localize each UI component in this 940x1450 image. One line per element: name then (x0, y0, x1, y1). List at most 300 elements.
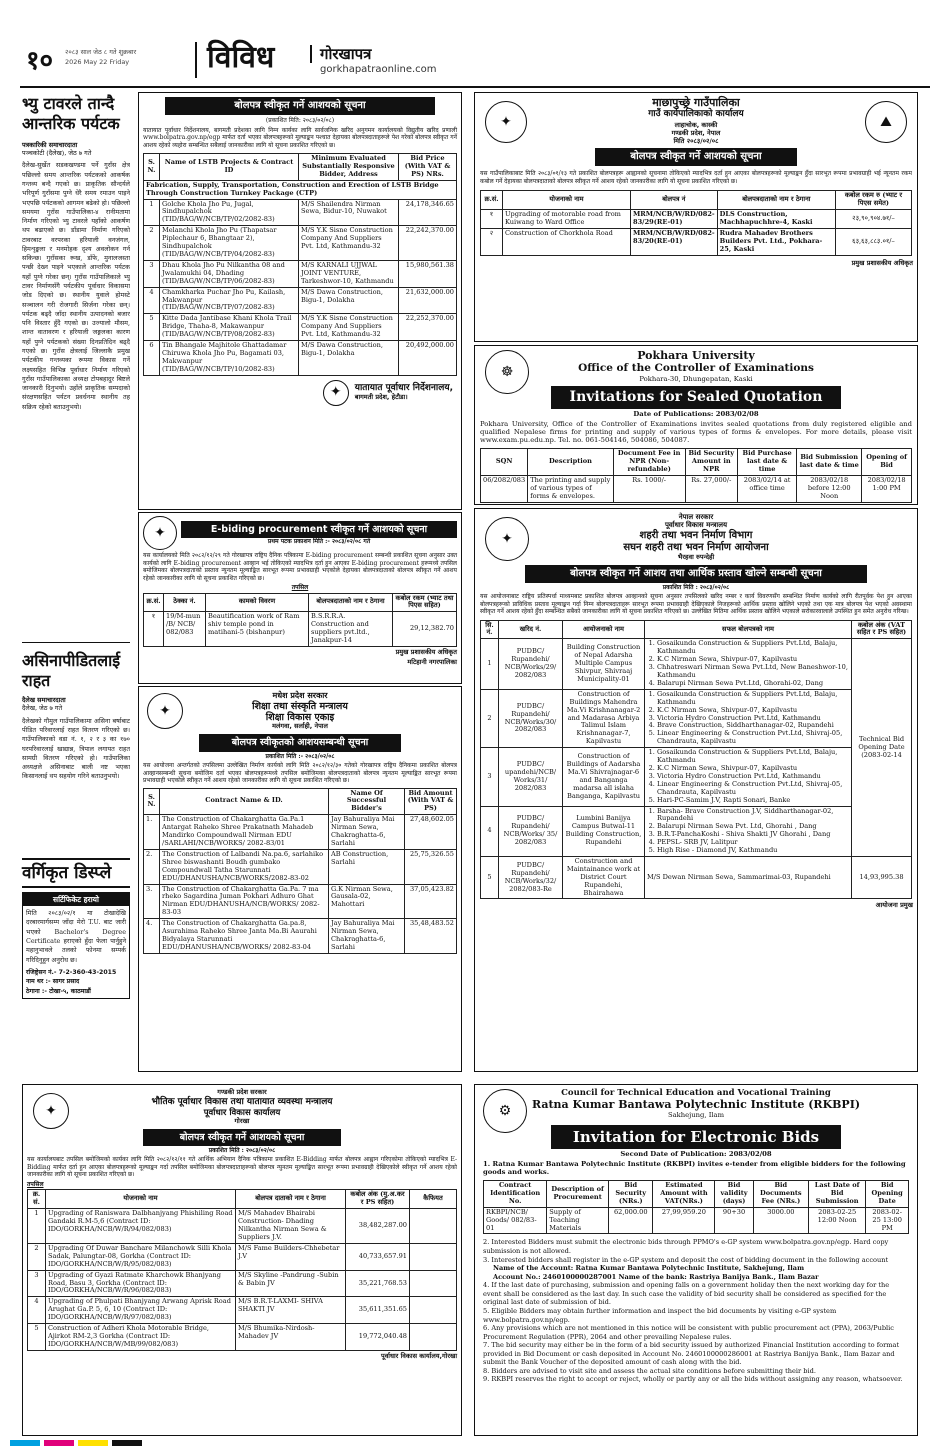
col-header: क्र.सं. (144, 593, 164, 612)
news-byline: पत्रकारिकी समाचारदाता (22, 141, 78, 149)
cell-contract: The Construction of Chakarghatta Ga.Pa. 7 ma rheko Sagardina Juman Pokhari Adhuro Ghat Nirman EDU/DHANUSHA/NCB/WORKS/ 2082-83-03 (160, 884, 329, 919)
cell-bidder: M/S Mahadev Bhairabi Construction- Dhading Nilkantha Nirman Sewa & Suppliers J.V. (236, 1209, 346, 1244)
table-row (28, 1209, 457, 1244)
cell-sn: 3 (144, 260, 160, 287)
nepal-emblem-icon: ✦ (485, 517, 529, 561)
publication-date: प्रकाशित मिति : २०८३/०२/०८ (662, 583, 730, 591)
publication-date: (प्रकाशित मिति: २०८३/०२/०८) (265, 117, 335, 124)
tapsil-label: तपसिल (291, 584, 309, 591)
lost-body: मिति २०८३/०२/१ मा टोखादेखि दरबारमार्गसम्म जाँदा मेरो T.U. बाट जारी भएको Bachelor's Degree Certificate हराएको हुँदा फेला पार्नुहुने महानुभावले तलको फोनमा सम्पर्क गरिदिनुहुन अनुरोध छ। (26, 909, 126, 964)
col-header: सि. नं. (481, 620, 499, 639)
publication-date: प्रकाशित मिति :- २०८३/०२/०८ (265, 752, 335, 760)
cell-description: The printing and supply of various types of forms & envelopes. (528, 476, 614, 503)
org-unit: शिक्षा विकास एकाइ (265, 711, 335, 723)
magenta-swatch (44, 1440, 74, 1446)
cell-purchase-date: 2083/02/14 at office time (737, 476, 796, 503)
cell-amount: २३,९०,९०४.७१/– (836, 210, 912, 229)
notice-title: बोलपत्र स्वीकृत गर्ने आशयको सूचना (165, 97, 435, 115)
notice-body: Pokhara University, Office of the Controller of Examinations invites sealed quotations from duly registered eligible and qualified Nepalese firms for printing and supply of various types of forms & envelopes. For more details, please visit www.exam.pu.edu.np. Tel. no. 061-504146, 504086, 504087. (480, 419, 912, 445)
cell-project: Chamkharka Puchar Jho Pu, Kailash, Makwanpur (TID/BAG/W/NCB/TP/07/2082-83) (160, 287, 299, 314)
notice-footer: यातायात पूर्वाधार निर्देशनालय, (354, 383, 453, 394)
cell-submission-date: 2083/02/18 before 12:00 Noon (797, 476, 862, 503)
cell-bidder: M/S Bhumika-Nirdosh-Mahadev JV (236, 1324, 346, 1351)
award-table (480, 190, 912, 255)
cell-contract: The Construction of Lalbandi Na.pa.6, sarlahiko Shree biswashanti Boudh gumbako Compoundwall Tatha Starunnati EDU/DHANUSHA/NCB/WORKS/2082-83-02 (160, 849, 329, 884)
cell-price: 20,492,000.00 (399, 341, 457, 376)
cell-sn: 3 (28, 1270, 46, 1297)
cell-bid-no: MRM/NCB/W/RD/082-83/29(RE-01) (631, 210, 718, 229)
notice-title: बोलपत्र स्वीकृत गर्ने आशयको सूचना (595, 148, 797, 166)
bidder-item: 1. Gosaikunda Construction & Suppliers Pvt.Ltd, Balaju, Kathmandu (657, 691, 849, 707)
table-row (481, 210, 912, 229)
table-row (144, 199, 457, 226)
divider (22, 642, 130, 643)
col-header: बोलपत्रदाताको नाम र ठेगाना (309, 593, 393, 612)
cell-contract-id: RKBPI/NCB/ Goods/ 082/83-01 (484, 1207, 547, 1234)
award-table (143, 788, 457, 954)
notice-body: यस आयोजनाबाट राष्ट्रिय प्रतिस्पर्धा माध्यमबाट प्रकाशित बोलपत्र आव्हानको सूचना अनुसार तपसिलको खरिद नम्बर र कार्य विवरणसँग सम्बन्धित निर्माण कार्यको लागि रीतपूर्वक पेश हुन आएका बोलपत्रहरूको प्राविधिक प्रस्ताव मूल्याङ्कन गर्दा निम्न बोलपत्रदाताहरू सारभूत रूपमा प्रभावग्राही देखिएकाले निजहरूको आर्थिक प्रस्ताव खोलिने भएको तथा एक मात्र बोलपत्र पेश भएको अवस्थामा स्वीकृत गर्ने आशय रहेको हुँदा सम्बन्धित सबैको जानकारीका लागि यो सूचना प्रकाशित गरिएको छ। उल्लेखित मितिमा आर्थिक प्रस्ताव खोलिने भएकाले सरोकारवालाले उपस्थित हुन समेत अनुरोध गरिन्छ। (480, 593, 912, 616)
col-header: Bid Amount (With VAT & PS) (405, 788, 457, 815)
org-name: मधेश प्रदेश सरकार (272, 691, 328, 700)
notice-title: बोलपत्र स्वीकृत गर्ने आशयको सूचना (143, 1129, 341, 1146)
col-header: कबोल अंक (VAT सहित र PS सहित) (852, 620, 912, 639)
cell-procurement-id: PUDBC/ upandehi/NCB/ Works/31/ 2082/083 (499, 748, 563, 806)
notice-point: 8. Bidders are advised to visit site and assess the actual site conditions before submitting their bid. (483, 1366, 816, 1375)
table-row (481, 476, 912, 503)
table-row (481, 229, 912, 256)
cell-description: Supply of Teaching Materials (547, 1207, 609, 1234)
col-header: कबोल रकम रु (भ्याट र पिएस समेत) (836, 191, 912, 210)
notice-title: Invitation for Electronic Bids (551, 1125, 841, 1149)
org-name: माछापुच्छ्रे गाउँपालिका (652, 96, 740, 109)
cell-bidder: M/S Y.K Sisne Construction Company And Suppliers Pvt. Ltd, Kathmandu-32 (299, 226, 399, 261)
cell-sn: 1 (28, 1209, 46, 1244)
cell-bidder: M/S KARNALI UJJWAL JOINT VENTURE, Tarkeshwor-10, Kathmandu (299, 260, 399, 287)
col-header: कबोल अंक (मु.अ.कर र PS सहित) (346, 1190, 410, 1209)
notice-footer: आयोजना प्रमुख (875, 901, 913, 910)
col-header: Bid Price (With VAT & PS) NRs. (399, 154, 457, 181)
cell-sn: 1 (481, 639, 499, 689)
col-header: Name Of Successful Bidder's (329, 788, 405, 815)
cell-sn: १ (144, 612, 164, 647)
cell-remarks (410, 1243, 457, 1270)
cell-amount: 19,772,040.48 (346, 1324, 410, 1351)
table-subheader: Fabrication, Supply, Transportation, Construction and Erection of LSTB Bridge Through Construction Turnkey Package (CTP) (144, 180, 457, 199)
notice-rkbpi-ebids (474, 1084, 918, 1436)
notice-footer: पूर्वाधार विकास कार्यालय,गोरखा (381, 1351, 457, 1360)
table-row (144, 612, 457, 647)
cell-bid-no: MRM/NCB/W/RD/082-83/20(RE-01) (631, 229, 718, 256)
lost-name: नाम थर :- सागर प्रसाद (26, 978, 80, 986)
award-table (27, 1189, 457, 1350)
cell-amount: 35,611,351.65 (346, 1297, 410, 1324)
col-header: Bid Submission last date & time (797, 449, 862, 476)
cell-estimate: 27,99,959.20 (653, 1207, 715, 1234)
col-header: Bid Security (NRs.) (609, 1181, 653, 1208)
bidder-item: 3. Victoria Hydro Construction Pvt.Ltd, Kathmandu (657, 715, 849, 723)
bidder-item: 1. Gosaikunda Construction & Suppliers Pvt.Ltd, Balaju, Kathmandu (657, 749, 849, 765)
cell-project: Upgrading of motorable road from Kuiwang to Ward Office (503, 210, 631, 229)
notice-gorkha-infrastructure (22, 1084, 462, 1436)
website-link[interactable]: gorkhapatraonline.com (320, 64, 437, 75)
nepal-emblem-icon: ✦ (33, 1093, 69, 1129)
col-header: सफल बोलपत्रको नाम (645, 620, 852, 639)
cyan-swatch (10, 1440, 40, 1446)
notice-body: यस गाउँपालिकाबाट मिति २०८३/०१/१३ गते प्रकाशित बोलपत्रहरू आह्वानको सूचनामा तोकिएको म्यादभित्र दर्ता हुन आएका बोलपत्रहरूको मूल्याङ्कन हुँदा सारभूत रूपमा प्रभावग्राही भई न्यूनतम रकम कबोल गर्ने देहायका बोलपत्रदाताको बोलपत्र स्वीकृत गर्ने आशय रहेको जानकारीका लागि यो सूचना प्रकाशित गरिएको छ। (480, 170, 912, 185)
notice-point: 2. Interested Bidders must submit the electronic bids through PPMO's e-GP system www.bolpatra.gov.np/egp. Hard copy submission is not allowed. (483, 1238, 889, 1255)
cell-procurement-id: PUDBC/ Rupandehi/ NCB/Works/30/ 2082/083 (499, 689, 563, 747)
cell-bidder-list (645, 639, 852, 689)
cell-remarks (410, 1297, 457, 1324)
cell-sn: 4 (28, 1297, 46, 1324)
cell-project: Construction of Chorkhola Road (503, 229, 631, 256)
cell-project: Dhau Khola Jho Pu Nilkantha 08 and Jwalamukhi 04, Dhading (TID/BAG/W/NCB/TP/06/2082-83) (160, 260, 299, 287)
cell-security: Rs. 27,000/- (685, 476, 737, 503)
col-header: कबोल रकम (भ्याट तथा पिएस सहित) (393, 593, 457, 612)
col-header: Bid Purchase last date & time (737, 449, 796, 476)
table-row (144, 226, 457, 261)
org-name: Pokhara University (637, 349, 755, 362)
news-byline: दैलेख समाचारदाता (22, 696, 66, 705)
cell-sn: 1. (144, 815, 160, 850)
cell-remarks (410, 1324, 457, 1351)
cell-fee: Rs. 1000/- (613, 476, 685, 503)
classified-header: वर्गिकृत डिस्प्ले (22, 858, 130, 888)
col-header: Description (528, 449, 614, 476)
bidder-item: 1. Barsha- Brave Construction J.V, Siddharthanagar-02, Rupandehi (657, 808, 849, 824)
print-color-bar (0, 1440, 940, 1448)
account-number: Account No.: 2460100000287001 Name of the bank: Rastriya Banijya Bank., Ilam Bazar (493, 1272, 819, 1281)
notice-pokhara-university (474, 345, 918, 505)
cell-sn: २ (481, 229, 503, 256)
notice-footer: प्रमुख प्रशासकीय अधिकृत (395, 647, 457, 656)
table-row (28, 1270, 457, 1297)
lost-address: ठेगाना :- टोखा-५, काठमाडौं (26, 987, 91, 995)
notice-footer: प्रमुख प्रशासकीय अधिकृत (851, 258, 913, 267)
cell-bidder-list (645, 748, 852, 806)
cell-security: 62,000.00 (609, 1207, 653, 1234)
col-header: बोलपत्रदाताको नाम र ठेगाना (717, 191, 835, 210)
notice-body: यस कार्यालयबाट तपसिल बमोजिमको कार्यका लागि मिति २०८२/१२/११ गते आर्थिक अभियान दैनिक पत्रिकामा प्रकाशित E-Bidding मार्फत बोलपत्र आह्वान गरिएकोमा तोकिएको म्यादभित्र E-Bidding मार्फत दर्ता हुन आएका बोलपत्रहरूको मूल्याङ्कन गर्दा तपसिल बमोजिमका बोलपत्रदाताहरूको बोलपत्र न्युनतम मूल्याङ्कित सारभूत रूपमा प्रभावग्राही देखिएकोले स्वीकृत गर्ने आशय रहेको जानकारीका लागि यो सूचना प्रकाशित गरिएको छ। (27, 1156, 457, 1179)
university-logo-icon: ☸ (485, 350, 529, 394)
col-header: Document Fee in NPR (Non-refundable) (613, 449, 685, 476)
notice-transport-directorate (138, 92, 462, 510)
bidder-item: M/S Dewan Nirman Sewa, Sammarimai-03, Rupandehi (647, 872, 831, 881)
col-header: Opening of Bid (862, 449, 912, 476)
col-header: Bid validity (days) (715, 1181, 753, 1208)
cell-sqn: 06/2082/083 (481, 476, 528, 503)
cell-validity: 90+30 (715, 1207, 753, 1234)
cell-price: 24,178,346.65 (399, 199, 457, 226)
bidder-item: 5. High Rise - Diamond JV, Kathmandu (657, 847, 849, 855)
cell-opening-date: 2083-02-25 13:00 PM (866, 1207, 909, 1234)
table-row (144, 260, 457, 287)
bidder-item: 2. K.C Nirman Sewa, Shivpur-07, Kapilvastu (657, 656, 849, 664)
col-header: Minimum Evaluated Substantially Responsive Bidder, Address (299, 154, 399, 181)
cell-sn: 4 (481, 806, 499, 856)
publication-date: Date of Publications: 2083/02/08 (633, 409, 759, 418)
notice-footer-2: बागमती प्रदेश, हेटौडा। (354, 393, 408, 402)
org-address: Pokhara-30, Dhungepatan, Kaski (639, 374, 753, 383)
cell-procurement-id: PUDBC/ Rupandehi/ NCB/Works/ 35/ 2082/083 (499, 806, 563, 856)
col-header: क्र.सं. (481, 191, 503, 210)
cell-sn: 2 (481, 689, 499, 747)
cell-bidder: Jay Bahuraliya Mai Nirman Sewa, Chakraghatta-6, Sarlahi (329, 919, 405, 954)
tapsil-label: तपसिल (27, 1180, 44, 1188)
cell-amount: 38,482,287.00 (346, 1209, 410, 1244)
cell-amount: ६३,६३,८८३.०१/– (836, 229, 912, 256)
notice-footer-2: मटिहानी नगरपालिका (407, 657, 457, 666)
cell-contract: 19/M-mun /B/ NCB/ 082/083 (164, 612, 206, 647)
table-row (481, 689, 912, 747)
account-name: Name of the Account: Ratna Kumar Bantawa Polytechnic Institute, Sakhejung, Ilam (493, 1264, 805, 1273)
notice-point: 7. The bid security may either be in the form of a bid security issued by authorized Financial Institution according to format provided in Bid Document or cash deposited in Account No. 2460100000286001 at Rastriya Banijya Bank., Ilam Bazar and submit the Bank Voucher of the deposited amount of cash along with the bid. (483, 1341, 900, 1367)
col-header: बोलपत्र नं (631, 191, 718, 210)
bidder-item: 3. Victoria Hydro Construction Pvt.Ltd, Kathmandu (657, 773, 849, 781)
ctevt-logo-icon: ⚙ (483, 1089, 527, 1133)
bidder-item: 4. Linear Engineering & Construction Pvt.Ltd, Shivraj-05, Chandrauta, Kapilvastu (657, 781, 849, 797)
cell-sn: 4. (144, 919, 160, 954)
bidder-item: 5. Linear Engineering & Construction Pvt.Ltd, Shivraj-05, Chandrauta, Kapilvastu (657, 730, 849, 746)
cell-bidder: DLS Construction, Machhapuchhre-4, Kaski (717, 210, 835, 229)
cell-bidder: M/S Shailendra Nirman Sewa, Bidur-10, Nuwakot (299, 199, 399, 226)
cell-bidder: M/S Fame Builders-Chhebetar J.V (236, 1243, 346, 1270)
notice-title: Invitations for Sealed Quotation (551, 386, 841, 409)
cell-last-date: 2083-02-25 12:00 Noon (808, 1207, 865, 1234)
org-province: गण्डकी प्रदेश, नेपाल (671, 128, 721, 137)
award-table (143, 593, 457, 647)
cell-bidder-list (645, 806, 852, 856)
col-header: Name of LSTB Projects & Contract ID (160, 154, 299, 181)
col-header: Bid Opening Date (866, 1181, 909, 1208)
col-header: S. N. (144, 788, 160, 815)
notice-point: 4. If the last date of purchasing, submission and opening falls on a government holiday then the next working day for the event shall be considered as the last day. In such case the validity of bid security shall be considered as specified for the original last date of submission of bid. (483, 1281, 890, 1307)
org-government: गण्डकी प्रदेश सरकार (217, 1088, 267, 1096)
table-row (144, 341, 457, 376)
org-ministry: पूर्वाधार विकास मन्त्रालय (664, 521, 728, 530)
cell-project: Upgrading Of Duwar Bancharе Milanchowk Silli Khola Sadak, Palungtar-08, Gorkha (Contract ID: IDO/GORKHA/NCB/W/R/95/082/083) (46, 1243, 236, 1270)
cell-price: 22,252,370.00 (399, 314, 457, 341)
cell-project: Kitte Dada Jantibase Khani Khola Trail Bridge, Thaha-8, Makawanpur (TID/BAG/W/NCB/TP/08/2082-83) (160, 314, 299, 341)
notice-urban-building (474, 508, 918, 1072)
notice-body: यस आयोजना अन्तर्गतको तपसिलमा उल्लेखित निर्माण कार्यको लागि मिति २०८२/१२/३० गतेको गोरखापत्र राष्ट्रिय दैनिकमा प्रकाशित बोलपत्र आव्हानसम्बन्धी सूचना बमोजिम दर्ता भएका बोलपत्रहरूमध्ये तपसिल बमोजिमका बोलपत्रदाताको बोलपत्र न्युनतम मूल्याङ्कित सारभूत रूपमा प्रभावग्राही भएकोले स्वीकृत गर्ने आशय रहेको जानकारीका लागि यो सूचना प्रकाशित गरिएको छ। (143, 762, 457, 785)
org-address: Sakhejung, Ilam (667, 1111, 725, 1120)
bidder-item: 2. Balarupi Nirman Sewa Pvt. Ltd, Ghorahi , Dang (657, 823, 849, 831)
notice-title: बोलपत्र स्वीकृत गर्ने आशय तथा आर्थिक प्रस्ताव खोल्ने सम्बन्धी सूचना (525, 565, 867, 583)
table-row (481, 856, 912, 899)
lost-registration: रजिष्ट्रेसन नं.- 7-2-360-43-2015 (26, 968, 117, 976)
cell-bidder: G.K Nirman Sewa, Gausala-02, Mahottari (329, 884, 405, 919)
cell-amount: 14,93,995.38 (852, 856, 912, 899)
cell-sn: 3. (144, 884, 160, 919)
cell-bidder: M/S Skyline -Pandrung -Subin & Babin JV (236, 1270, 346, 1297)
table-row (144, 884, 457, 919)
page-number: १० (26, 46, 54, 76)
org-ministry: भौतिक पूर्वाधार विकास तथा यातायात व्यवस्था मन्त्रालय (151, 1096, 333, 1107)
table-row (144, 314, 457, 341)
cell-project: Construction of Buildings Mahendra Ma.Vi Krishnanagar-2 and Madarasa Arbiya Talimul Islam Krishnanagar-7, Kapilvastu (563, 689, 645, 747)
publication-date: प्रथम पटक प्रकाशन मिति :- २०८३/०२/०८ गते (267, 537, 371, 545)
cell-project: Construction and Maintainance work at District Court Rupandehi, Bhairahawa (563, 856, 645, 899)
cell-project: Upgrading of Phulpati Bhanjyang Arwang Aprisk Road Arughat Ga.P. 5, 6, 10 (Contract ID: IDO/GORKHA/NCB/W/R/97/082/083) (46, 1297, 236, 1324)
news-body: दैलेखको गौमुल गाउँपालिकामा असिना बर्षाबाट पीडित परिवारलाई राहत वितरण गरिएको छ। गाउँपालिकाको वडा नं. १, २ र ३ का १७० घरपरिवारलाई खाद्यान्न, त्रिपाल लगायत राहत सामग्री वितरण गरिएको हो। गाउँपालिका अध्यक्षले असिनाबाट बाली नष्ट भएका किसानलाई थप सहयोग गरिने बताउनुभयो। (22, 716, 130, 781)
section-title: विविध (195, 42, 274, 78)
cell-amount: 40,733,657.91 (346, 1243, 410, 1270)
lost-certificate-ad (22, 892, 130, 999)
masthead-rule (20, 86, 930, 88)
table-row (28, 1297, 457, 1324)
cell-sn: 3 (481, 748, 499, 806)
cell-fee: 3000.00 (753, 1207, 808, 1234)
col-header: Estimated Amount with VAT(NRs.) (653, 1181, 715, 1208)
cell-contract: The Construction of Chakarghatta Ga.pa.8, Asurahima Raheko Shree Janta Ma.Bi Aaurahi Bidyalaya Starunnati EDU/DHANUSHA/NCB/WORKS/ 2082-83-04 (160, 919, 329, 954)
org-department: शहरी तथा भवन निर्माण विभाग (639, 529, 753, 541)
table-row (28, 1243, 457, 1270)
notice-point: 5. Eligible Bidders may obtain further information and inspect the bid documents by visiting e-GP system www.bolpatra.gov.np/egp. (483, 1306, 837, 1324)
cell-opening-date: 2083/02/18 1:00 PM (862, 476, 912, 503)
news-dateline: दैलेख, जेठ ७ गते (22, 704, 63, 713)
cell-amount: 25,75,326.55 (405, 849, 457, 884)
cell-bidder-list (645, 689, 852, 747)
black-swatch (112, 1440, 142, 1446)
org-address: गोरखा (234, 1116, 250, 1125)
notice-body: यातायात पूर्वाधार निर्देशनालय, बागमती प्रदेशका लागि निम्न कार्यका लागि सार्वजनिक खरिद अनुगमन कार्यालयको विद्युतीय खरिद प्रणाली www.bolpatra.gov.np/egp मार्फत दर्ता भएका बोलपत्रहरूको मूल्याङ्कन पश्चात देहायका बोलपत्रदाताहरूले पेश गरेको बोलपत्र स्वीकृत गर्ने आशय रहेको व्यहोरा सम्बन्धित सबैलाई जानकारीका लागि यो सूचना प्रकाशित गरिएको छ। (143, 126, 457, 149)
cell-project: Construction of Adheri Khola Motorable Bridge, Ajirkot RM-2,3 Gorkha (Contract ID: IDO/GORKHA/NCB/W/MB/99/082/083) (46, 1324, 236, 1351)
col-header: Bid Documents Fee (NRs.) (753, 1181, 808, 1208)
cell-bidder: Rudra Mahadev Brothers Builders Pvt. Ltd., Pokhara-25, Kaski (717, 229, 835, 256)
col-header: कैफियत (410, 1190, 457, 1209)
intro-point: 1. Ratna Kumar Bantawa Polytechnic Institute (RKBPI) invites e-tender from eligible bidders for the following goods and works. (483, 1159, 906, 1176)
cell-project: Tin Bhangale Majhitole Ghattadamar Chiruwa Khola Jho Pu, Bagamati 03, Makwanpur (TID/BAG/W/NCB/TP/10/2082-83) (160, 341, 299, 376)
cell-sn: 4 (144, 287, 160, 314)
cell-project: Melanchi Khola Jho Pu (Thapatsar Piplechaur 6, Bhangtaar 2), Sindhupalchok (TID/BAG/W/NCB/TP/04/2082-83) (160, 226, 299, 261)
cell-sn: 1 (144, 199, 160, 226)
col-header: Contract Name & ID. (160, 788, 329, 815)
col-header: योजनाको नाम (46, 1190, 236, 1209)
date-english: 2026 May 22 Friday (65, 57, 130, 66)
col-header: Description of Procurement (547, 1181, 609, 1208)
bidder-item: 5. Hari-PC-Samim J.V, Rapti Sonari, Banke (657, 797, 849, 805)
cell-sn: १ (481, 210, 503, 229)
notice-title: E-biding procurement स्वीकृत गर्ने आशयको सूचना (181, 521, 457, 538)
award-table (143, 153, 457, 376)
org-name: Ratna Kumar Bantawa Polytechnic Institute (RKBPI) (531, 1098, 861, 1112)
cell-procurement-id: PUDBC/ Rupandehi/ NCB/Works/32/ 2082/083-Re (499, 856, 563, 899)
cell-remarks (410, 1209, 457, 1244)
table-row (481, 748, 912, 806)
col-header: ठेक्का नं. (164, 593, 206, 612)
cell-amount: 35,48,483.52 (405, 919, 457, 954)
bidder-item: 2. K.C Nirman Sewa, Shivpur-07, Kapilvastu (657, 707, 849, 715)
paper-name: गोरखापत्र (310, 45, 371, 63)
news-headline: भ्यु टावरले तान्दै आन्तरिक पर्यटक (22, 94, 120, 133)
publication-date: प्रकाशित मिति : २०८३/०२/०८ (208, 1146, 276, 1154)
cell-bidder: Jay Bahuraliya Mai Nirman Sewa, Chakraghatta-6, Sarlahi (329, 815, 405, 850)
cell-project: Lumbini Banijya Campus Butwal-11 Building Construction, Rupandehi (563, 806, 645, 856)
news-body: दैलेख-सुर्खेत सडकखण्डमा पर्ने गुराँस क्षेत्र पछिल्लो समय आन्तरिक पर्यटकको आकर्षक गन्तव्य बन्दै गएको छ। प्राकृतिक सौन्दर्यले भरिपूर्ण गुराँसमा पुग्ने धेरै समय रमाउन पाइने भएपछि पर्यटकको आगमन बढेको हो। पछिल्लो समयमा गुराँस गाउँपालिका-४ रानीमतामा निर्माण गरिएको भ्यु टावरले यहाँको आकर्षण थप बढाएको छ। डाँडामा निर्माण गरिएको टावरबाट वरपरका हरियाली वनजंगल, हिमशृङ्खला र मनमोहक दृश्य अवलोकन गर्न सकिन्छ। गुराँसका रूख, डाँफे, मुनालजस्ता पन्छी देख्न पाइने भएकाले आन्तरिक पर्यटक यहाँ पुग्ने गरेका छन्। गुराँस गाउँपालिकाले भ्यु टावर निर्माणसँगै पर्यटकीय पूर्वाधार विकासमा जोड दिएको छ। स्थानीय युवाले होमस्टे सञ्चालन गरी रोजगारी सिर्जना गरेका छन्। पर्यटक बढ्दै जाँदा स्थानीय उत्पादनको बजार पनि विस्तार हुँदै गएको छ। उज्यालो मौसम, शान्त वातावरण र हरियाली जङ्गलका कारण यहाँ पुग्ने पर्यटकको संख्या दिनप्रतिदिन बढ्दै गएको छ। गुराँस क्षेत्रलाई जिल्लाकै प्रमुख पर्यटकीय गन्तव्यका रूपमा विकास गर्ने लक्ष्यसहित विभिन्न पूर्वाधार निर्माण गरिएको गुराँस गाउँपालिकाका अध्यक्ष टोपबहादुर बिष्टले जानकारी दिनुभयो। उहाँले प्राकृतिक सम्पदाको संरक्षणसहित पर्यटन प्रवर्धनमा स्थानीय तह सक्रिय रहेको बताउनुभयो। (22, 161, 130, 411)
cell-project: Upgrading of Gyazi Ratmate Kharchowk Bhanjyang Road, Basu 3, Gorkha (Contract ID: IDO/GORKHA/NCB/W/R/96/082/083) (46, 1270, 236, 1297)
cell-sn: 2. (144, 849, 160, 884)
notice-point: 3. Interested bidders shall register in the e-GP system and deposit the cost of bidding document in the following account (483, 1255, 889, 1264)
cell-bidder: B.S.R.R.A. Construction and suppliers pvt.ltd., Janakpur-14 (309, 612, 393, 647)
cell-sn: 2 (144, 226, 160, 261)
col-header: खरिद नं. (499, 620, 563, 639)
technical-bid-opening: Technical Bid Opening Date (2083-02-14 (852, 639, 912, 857)
col-header: SQN (481, 449, 528, 476)
cell-price: 21,632,000.00 (399, 287, 457, 314)
cell-project: Building Construction of Nepal Adarsha Multiple Campus Shivpur, Shivraaj Municipality-01 (563, 639, 645, 689)
col-header: Bid Security Amount in NPR (685, 449, 737, 476)
org-address: मलंगवा, सर्लाही, नेपाल (272, 722, 328, 731)
cell-price: 15,980,561.38 (399, 260, 457, 287)
notice-body: यस कार्यालयको मिति २०८२/१२/२९ गते गोरखापत्र राष्ट्रिय दैनिक पत्रिकामा E-biding procurement सम्बन्धी प्रकाशित सूचना अनुसार उक्त कार्यको लागि E-biding procurement आव्हान भई तोकिएको म्यादभित्र दर्ता हुन आएका E-biding procurement हरूमध्ये तपसिल बमोजिमका बोलपत्रदाताको प्रस्ताव न्युनतम मूल्याङ्कित सारभूत रूपमा प्रभावग्राही भएकोले देहायका बोलपत्रदाताको बोलपत्र स्वीकृत गर्ने आशय रहेको जानकारीका लागि यो सूचना प्रकाशित गरिएको छ। (143, 552, 457, 582)
award-table (480, 620, 912, 900)
nepal-emblem-icon: ✦ (323, 380, 349, 406)
cell-contract: The Construction of Chakarghatta Ga.Pa.1 Antargat Raheko Shree Prakatnath Mahadeb Mandirko Compoundwall Nirman EDU /SARLAHI/NCB/WORKS/ 2082-83/01 (160, 815, 329, 850)
nepal-emblem-icon: ✦ (147, 693, 183, 729)
masthead (0, 0, 940, 88)
cell-bidder: M/S Y.K Sisne Construction Company And Suppliers Pvt. Ltd, Kathmandu-32 (299, 314, 399, 341)
yellow-swatch (78, 1440, 108, 1446)
org-office: पूर्वाधार विकास कार्यालय (203, 1107, 281, 1118)
quotation-table (480, 448, 912, 502)
table-row (484, 1207, 909, 1234)
news-headline: असिनापीडितलाई राहत (22, 651, 121, 691)
cell-remarks (410, 1270, 457, 1297)
bidder-item: 2. K.C Nirman Sewa, Shivpur-07, Kapilvastu (657, 765, 849, 773)
org-office: Office of the Controller of Examinations (578, 362, 814, 375)
issue-date (65, 48, 136, 68)
bidder-item: 1. Gosaikunda Construction & Suppliers Pvt.Ltd, Balaju, Kathmandu (657, 640, 849, 656)
col-header: योजनाको नाम (503, 191, 631, 210)
lost-title: सर्टिफिकेट हरायो (23, 893, 129, 906)
cell-amount: 35,221,768.53 (346, 1270, 410, 1297)
municipality-logo-icon: ⛰ (865, 101, 907, 143)
cell-sn: 2 (28, 1243, 46, 1270)
col-header: बोलपत्र दाताको नाम र ठेगाना (236, 1190, 346, 1209)
cell-sn: 5 (144, 314, 160, 341)
notice-title: बोलपत्र स्वीकृतको आशयसम्बन्धी सूचना (199, 734, 401, 751)
cell-price: 22,242,370.00 (399, 226, 457, 261)
cell-bidder: M/S B.R.T-LAXMI- SHIVA SHAKTI JV (236, 1297, 346, 1324)
notice-point: 9. RKBPI reserves the right to accept or reject, wholly or partly any or all the bids without assigning any reason, whatsoever. (483, 1375, 903, 1384)
news-dateline: पञ्चकोटी (दैलेख), जेठ ७ गते (22, 148, 92, 157)
cell-amount: 29,12,382.70 (393, 612, 457, 647)
cell-project: Construction of Buildings of Aadarsha Ma.Vi Shivrajnagar-6 and Banganga madarsa all islaha Banganga, Kapilvastu (563, 748, 645, 806)
table-row (144, 919, 457, 954)
col-header: Last Date of Bid Submission (808, 1181, 865, 1208)
notice-madhesh-education (138, 686, 462, 1072)
cell-project: Golche Khola Jho Pu, Jugal, Sindhupalchok (TID/BAG/W/NCB/TP/02/2082-83) (160, 199, 299, 226)
bidder-item: 4. PEPSL- SRB JV, Lalitpur (657, 839, 849, 847)
org-address: भैरहवा रुपन्देही (677, 552, 715, 561)
org-council: Council for Technical Education and Vocational Training (561, 1088, 831, 1098)
cell-amount: 37,05,423.82 (405, 884, 457, 919)
notice-point: 6. Any provisions which are not mentioned in this notice will be consistent with public procurement act (PPA), 2063/Public Procurement Regulation (PPR), 2064 and other prevailing Nepalese rules. (483, 1324, 894, 1341)
cell-bidder: M/S Dawa Construction, Bigu-1, Dolakha (299, 341, 399, 376)
cell-bidder: AB Construction, Sarlahi (329, 849, 405, 884)
notice-e-biding-matihani (138, 512, 462, 684)
col-header: कामको विवरण (206, 593, 309, 612)
org-ministry: शिक्षा तथा संस्कृति मन्त्रालय (252, 700, 348, 712)
bidder-item: 4. Balarupi Nirman Sewa Pvt.Ltd, Ghorahi-02, Dang (657, 680, 849, 688)
col-header: क्र. सं. (28, 1190, 46, 1209)
table-row (28, 1324, 457, 1351)
publication-date: मिति २०८३/०२/०८ (673, 136, 719, 145)
cell-sn: 5 (481, 856, 499, 899)
table-row (144, 287, 457, 314)
col-header: आयोजनाको नाम (563, 620, 645, 639)
